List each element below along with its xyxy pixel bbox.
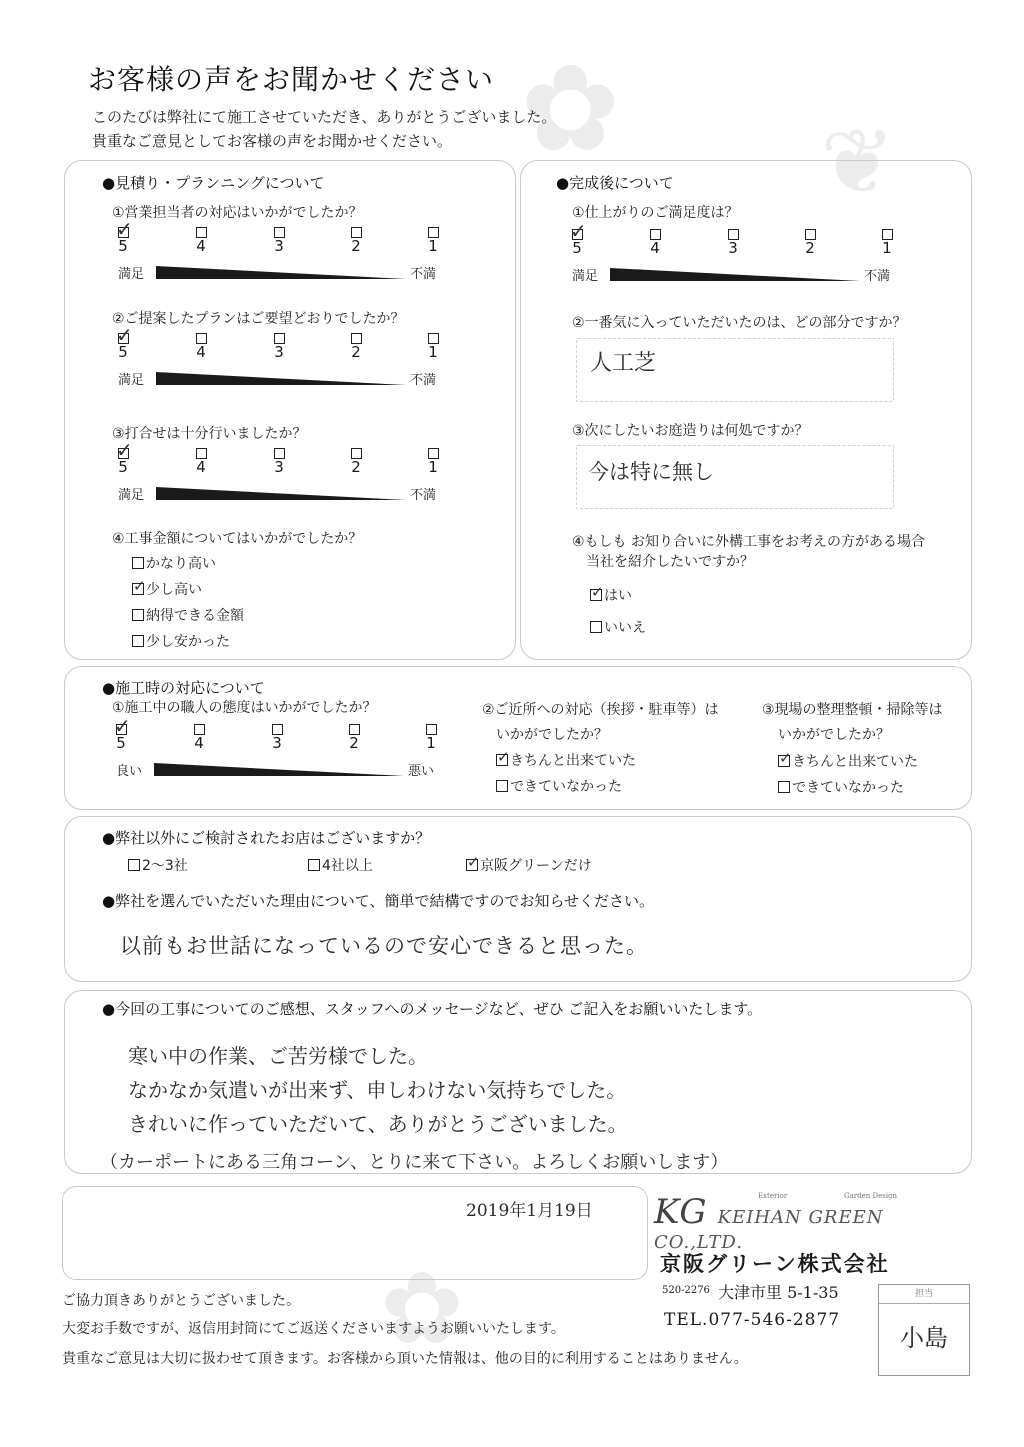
rating-number: 3 [274,458,284,476]
satisfaction-wedge [610,266,860,282]
rating-scale-q3 [116,438,438,508]
neighbor-option-bad[interactable]: できていなかった [496,776,622,796]
scale-high-label: 不満 [410,267,437,282]
footer-line-3: 貴重なご意見は大切に扱わせて頂きます。お客様から頂いた情報は、他の目的に利用することはありません。 [62,1351,748,1367]
company-logo-text: KEIHAN GREEN CO.,LTD. [654,1207,884,1253]
message-line-2: なかなか気遣いが出来ず、申しわけない気持ちでした。 [128,1078,627,1102]
page-title: お客様の声をお聞かせください [88,63,495,96]
scale-high-label: 不満 [864,269,891,284]
rating-number: 4 [194,734,204,752]
rating-number: 2 [351,343,361,361]
staff-label: 担当 [879,1285,969,1304]
rating-number: 4 [650,239,660,257]
rating-number: 2 [351,237,361,255]
rating-number: 1 [428,237,438,255]
rating-number: 3 [274,343,284,361]
scale-low-label: 満足 [118,488,145,503]
rating-number: 5 [116,734,126,752]
rating-number: 3 [274,237,284,255]
checkbox-checked [590,589,602,601]
staff-box [878,1284,970,1376]
reason-heading: ●弊社を選んでいただいた理由について、簡単で結構ですのでお知らせください。 [102,892,655,910]
rating-number: 1 [428,458,438,476]
check-mark-icon: ✓ [116,323,133,347]
q4-option[interactable]: 納得できる金額 [132,605,244,625]
company-postal: 520-2276 [662,1285,710,1296]
wedge-shape [156,487,406,500]
scale-low-label: 満足 [572,269,599,284]
q4-option[interactable]: かなり高い [132,553,216,573]
wedge-shape [156,372,406,385]
estimate-q4: ④工事金額についてはいかがでしたか？ [112,531,363,547]
rating-number: 1 [882,239,892,257]
scale-high-label: 悪い [408,764,435,779]
cleanup-option-good[interactable]: ✓きちんと出来ていた [778,751,918,771]
company-tagline-1: Exterior [758,1192,788,1200]
rating-number: 4 [196,343,206,361]
after-q3: ③次にしたいお庭造りは何処ですか？ [572,423,809,439]
leaf-watermark-icon: ❦ [820,110,896,215]
wedge-shape [610,268,860,281]
introduce-no-option[interactable]: いいえ [590,617,646,637]
footer-line-1: ご協力頂きありがとうございました。 [62,1293,300,1309]
message-heading: ●今回の工事についてのご感想、スタッフへのメッセージなど、ぜひ ご記入をお願いいたします。 [102,1000,763,1018]
estimate-q3: ③打合せは十分行いましたか？ [112,426,307,442]
others-option[interactable]: 2～3社 [128,855,188,875]
checkbox [496,780,508,792]
satisfaction-wedge [156,485,406,501]
others-option[interactable]: 4社以上 [308,855,373,875]
message-line-4: （カーポートにある三角コーン、とりに来て下さい。よろしくお願いします） [100,1152,729,1173]
message-line-1: 寒い中の作業、ご苦労様でした。 [128,1044,428,1068]
date: 2019年1月19日 [466,1201,593,1221]
check-mark-icon: ✓ [570,219,587,243]
after-q4-line1: ④もしも お知り合いに外構工事をお考えの方がある場合 [572,534,925,550]
introduce-yes-option[interactable]: ✓はい [590,585,632,605]
checkbox [590,621,602,633]
construction-q3-line2: いかがでしたか？ [778,727,890,743]
checkbox [132,557,144,569]
scale-low-label: 満足 [118,267,145,282]
after-q1: ①仕上がりのご満足度は？ [572,205,739,221]
footer-line-2: 大変お手数ですが、返信用封筒にてご返送くださいますようお願いいたします。 [62,1321,565,1337]
kg-logo-mark: KG [654,1192,707,1232]
company-tel: TEL.077-546-2877 [664,1310,841,1330]
construction-q2-line2: いかがでしたか？ [496,727,608,743]
checkbox [132,609,144,621]
rating-number: 1 [428,343,438,361]
satisfaction-wedge [156,264,406,280]
message-line-3: きれいに作っていただいて、ありがとうございました。 [128,1112,628,1136]
estimate-heading: ●見積り・プランニングについて [102,174,325,192]
checkbox [128,859,140,871]
rating-scale-construction [114,714,436,784]
wedge-shape [154,763,404,776]
checkbox-checked [466,859,478,871]
flower-watermark-icon: ✿ [520,40,621,179]
others-heading: ●弊社以外にご検討されたお店はございますか？ [102,829,431,847]
checkbox-checked [132,583,144,595]
rating-number: 4 [196,237,206,255]
construction-q2-line1: ②ご近所への対応（挨拶・駐車等）は [482,702,719,718]
estimate-q1: ①営業担当者の対応はいかがでしたか？ [112,205,363,221]
rating-number: 5 [118,458,128,476]
scale-low-label: 満足 [118,373,145,388]
scale-high-label: 不満 [410,373,437,388]
rating-number: 5 [118,343,128,361]
checkbox-checked [496,754,508,766]
neighbor-option-good[interactable]: ✓きちんと出来ていた [496,750,636,770]
checkbox [308,859,320,871]
answer-favorite: 人工芝 [590,351,657,376]
wedge-shape [156,266,406,279]
company-name: 京阪グリーン株式会社 [660,1251,890,1276]
check-mark-icon: ✓ [116,217,133,241]
scale-low-label: 良い [116,764,143,779]
company-address: 大津市里 5-1-35 [718,1283,839,1302]
check-mark-icon: ✓ [114,714,131,738]
after-q2: ②一番気に入っていただいたのは、どの部分ですか？ [572,315,907,331]
checkbox-checked [778,755,790,767]
rating-number: 4 [196,458,206,476]
rating-number: 2 [351,458,361,476]
rating-number: 5 [572,239,582,257]
q4-option[interactable]: ✓少し高い [132,579,202,599]
satisfaction-wedge [156,370,406,386]
after-q4-line2: 当社を紹介したいですか？ [586,554,754,570]
cleanup-option-bad[interactable]: できていなかった [778,777,904,797]
rating-number: 1 [426,734,436,752]
flower-watermark-icon: ✿ [380,1250,464,1367]
construction-q1: ①施工中の職人の態度はいかがでしたか？ [112,700,377,716]
staff-name: 小島 [900,1324,948,1352]
intro-line-2: 貴重なご意見としてお客様の声をお聞かせください。 [92,132,453,150]
estimate-q2: ②ご提案したプランはご要望どおりでしたか？ [112,311,405,327]
construction-q3-line1: ③現場の整理整頓・掃除等は [762,702,943,718]
checkbox [132,635,144,647]
q4-option[interactable]: 少し安かった [132,631,230,651]
answer-next-garden: 今は特に無し [588,460,714,484]
rating-number: 2 [349,734,359,752]
check-mark-icon: ✓ [116,438,133,462]
rating-scale-after-q1 [570,219,892,289]
intro-line-1: このたびは弊社にて施工させていただき、ありがとうございました。 [92,108,557,126]
rating-number: 3 [272,734,282,752]
company-tagline-2: Garden Design [844,1192,898,1200]
others-option[interactable]: ✓ 京阪グリーンだけ [466,855,592,875]
rating-scale-q1 [116,217,438,287]
rating-number: 2 [805,239,815,257]
company-logo [654,1192,974,1253]
rating-number: 3 [728,239,738,257]
construction-heading: ●施工時の対応について [102,679,265,697]
rating-number: 5 [118,237,128,255]
rating-scale-q2 [116,323,438,393]
reason-answer: 以前もお世話になっているので安心できると思った。 [120,934,648,958]
satisfaction-wedge [154,761,404,777]
scale-high-label: 不満 [410,488,437,503]
after-heading: ●完成後について [556,174,674,192]
checkbox [778,781,790,793]
